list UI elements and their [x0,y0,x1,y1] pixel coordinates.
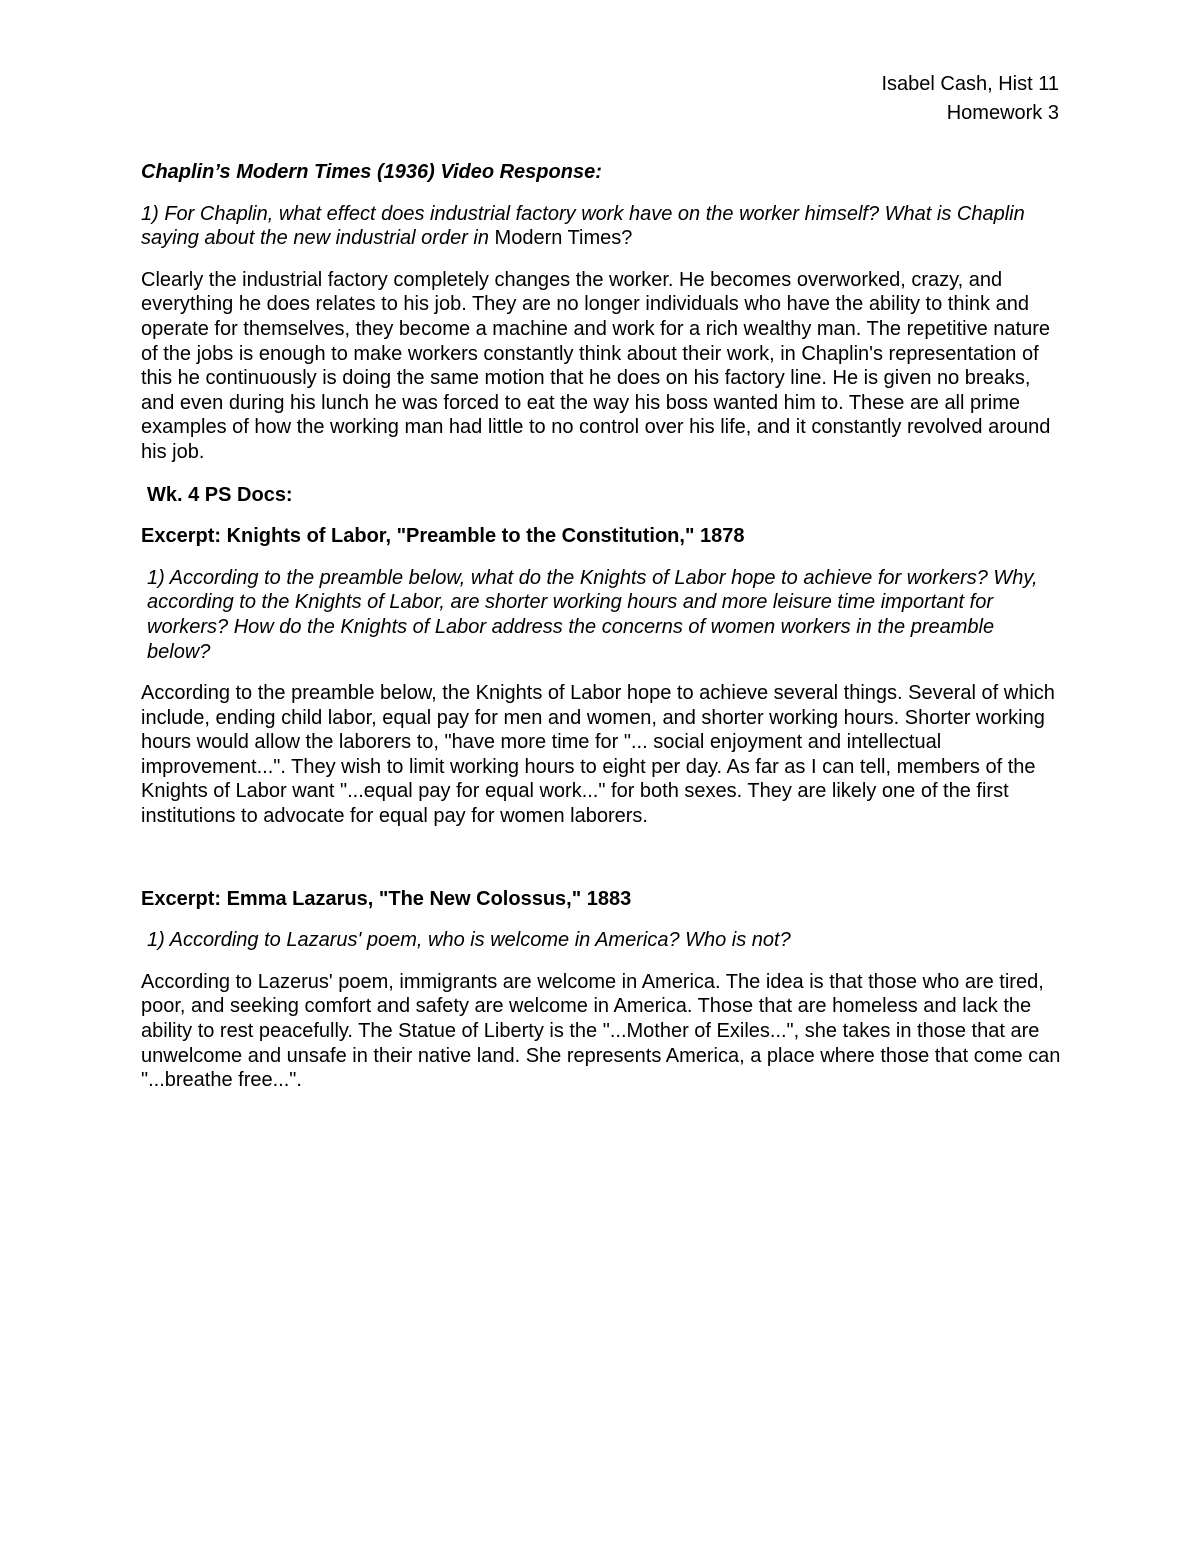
section-heading-knights-of-labor: Excerpt: Knights of Labor, "Preamble to the Constitution," 1878 [141,525,745,548]
author-course-line: Isabel Cash, Hist 11 [881,73,1059,95]
spacer [141,847,1061,887]
question-chaplin [141,202,1061,251]
answer-knights-of-labor: According to the preamble below, the Knights of Labor hope to achieve several things. Several of which include, ending child labor, equal pay for men and women, and shorter working hours. Shorter working hours would allow the laborers to, "have more time for "... social enjoyment and intellectual improvement...". They wish to limit working hours to eight per day. As far as I can tell, members of the Knights of Labor want "...equal pay for equal work..." for both sexes. They are likely one of the first institutions to advocate for equal pay for women laborers. [141,682,1055,828]
assignment-line: Homework 3 [946,102,1059,124]
section-heading-chaplin: Chaplin’s Modern Times (1936) Video Response: [141,161,602,183]
question-new-colossus: 1) According to Lazarus' poem, who is welcome in America? Who is not? [147,929,791,952]
question-knights-of-labor: 1) According to the preamble below, what do the Knights of Labor hope to achieve for workers? Why, according to the Knights of Labor, are shorter working hours and more leisure time important for workers? How do the Knights of Labor address the concerns of women workers in the preamble below? [147,566,1038,663]
section-heading-ps-docs: Wk. 4 PS Docs: [147,483,293,506]
question-chaplin-text: 1) For Chaplin, what effect does industrial factory work have on the worker himself? What is Chaplin saying about the new industrial order in [141,202,1025,250]
answer-new-colossus: According to Lazerus' poem, immigrants are welcome in America. The idea is that those who are tired, poor, and seeking comfort and safety are welcome in America. Those that are homeless and lack the ability to rest peacefully. The Statue of Liberty is the "...Mother of Exiles...", she takes in those that are unwelcome and unsafe in their native land. She represents America, a place where those that come can "...breathe free...". [141,970,1061,1092]
answer-chaplin: Clearly the industrial factory completely changes the worker. He becomes overworked, crazy, and everything he does relates to his job. They are no longer individuals who have the ability to think and operate for themselves, they become a machine and work for a rich wealthy man. The repetitive nature of the jobs is enough to make workers constantly think about their work, in Chaplin's representation of this he continuously is doing the same motion that he does on his factory line. He is given no breaks, and even during his lunch he was forced to eat the way his boss wanted him to. These are all prime examples of how the working man had little to no control over his life, and it constantly revolved around his job. [141,268,1051,463]
document-header [882,70,1060,128]
section-heading-new-colossus: Excerpt: Emma Lazarus, "The New Colossus," 1883 [141,887,632,910]
document-body [141,160,1061,1111]
question-chaplin-title: Modern Times? [494,227,633,250]
